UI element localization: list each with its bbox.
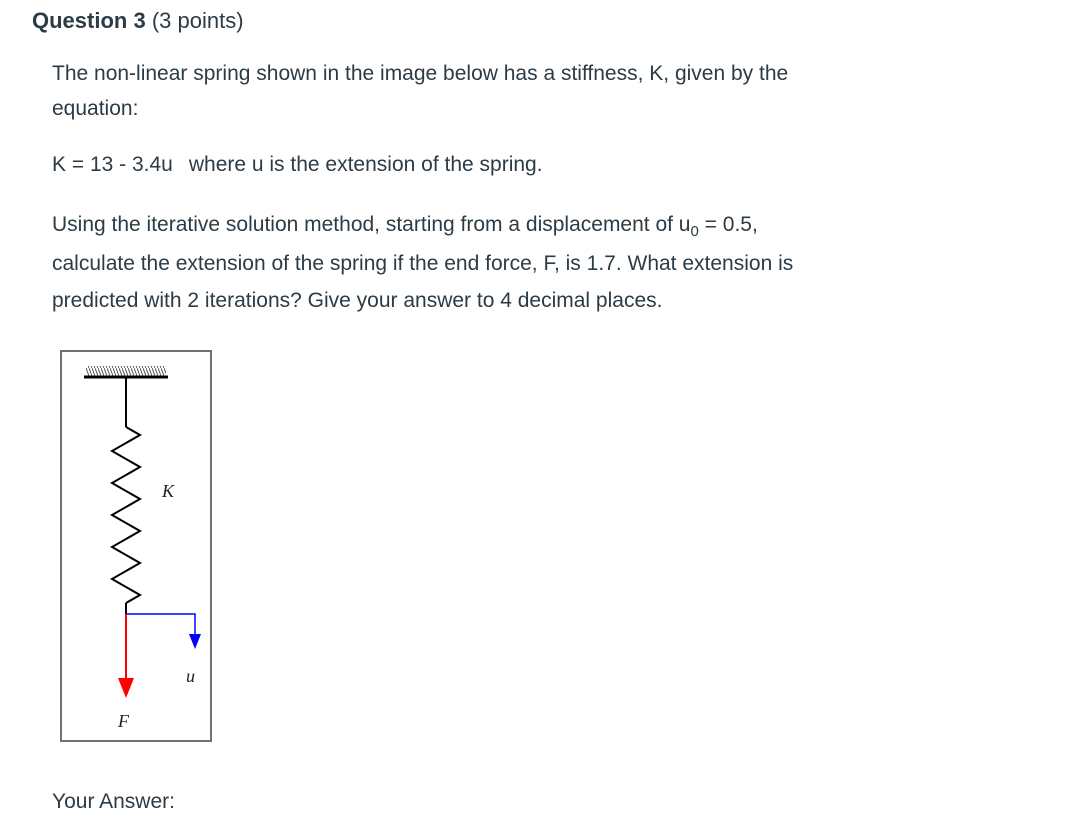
answer-label: Your Answer: bbox=[52, 790, 175, 813]
subscript-zero: 0 bbox=[690, 223, 699, 240]
question-text-line: calculate the extension of the spring if the end force, F, is 1.7. What extension is bbox=[52, 252, 794, 275]
force-label: F bbox=[118, 711, 129, 731]
question-title: Question 3 bbox=[32, 8, 146, 33]
question-text-task bbox=[52, 206, 793, 319]
spring-coil bbox=[112, 427, 140, 603]
question-text-line: predicted with 2 iterations? Give your answer to 4 decimal places. bbox=[52, 289, 663, 312]
equation-text: K = 13 - 3.4u bbox=[52, 153, 173, 176]
question-points: (3 points) bbox=[151, 8, 244, 33]
force-arrow-icon bbox=[118, 678, 134, 698]
question-text-line bbox=[52, 206, 793, 245]
question-text-line: equation: bbox=[52, 97, 139, 120]
spring-diagram bbox=[60, 350, 212, 742]
stiffness-equation bbox=[52, 147, 543, 182]
displacement-reference-line bbox=[126, 614, 195, 634]
task-text-before-sub: Using the iterative solution method, starting from a displacement of u bbox=[52, 213, 691, 236]
displacement-label: u bbox=[186, 666, 195, 686]
displacement-arrow-icon bbox=[189, 634, 201, 649]
question-header bbox=[32, 6, 244, 36]
task-text-after-sub: = 0.5, bbox=[698, 213, 758, 236]
equation-note: where u is the extension of the spring. bbox=[188, 153, 543, 176]
spring-stiffness-label: K bbox=[162, 481, 175, 501]
question-text-line: The non-linear spring shown in the image below has a stiffness, K, given by the bbox=[52, 62, 789, 85]
ceiling-hatch bbox=[86, 366, 166, 376]
spring-diagram-svg bbox=[62, 352, 214, 744]
question-text-intro bbox=[52, 56, 788, 126]
